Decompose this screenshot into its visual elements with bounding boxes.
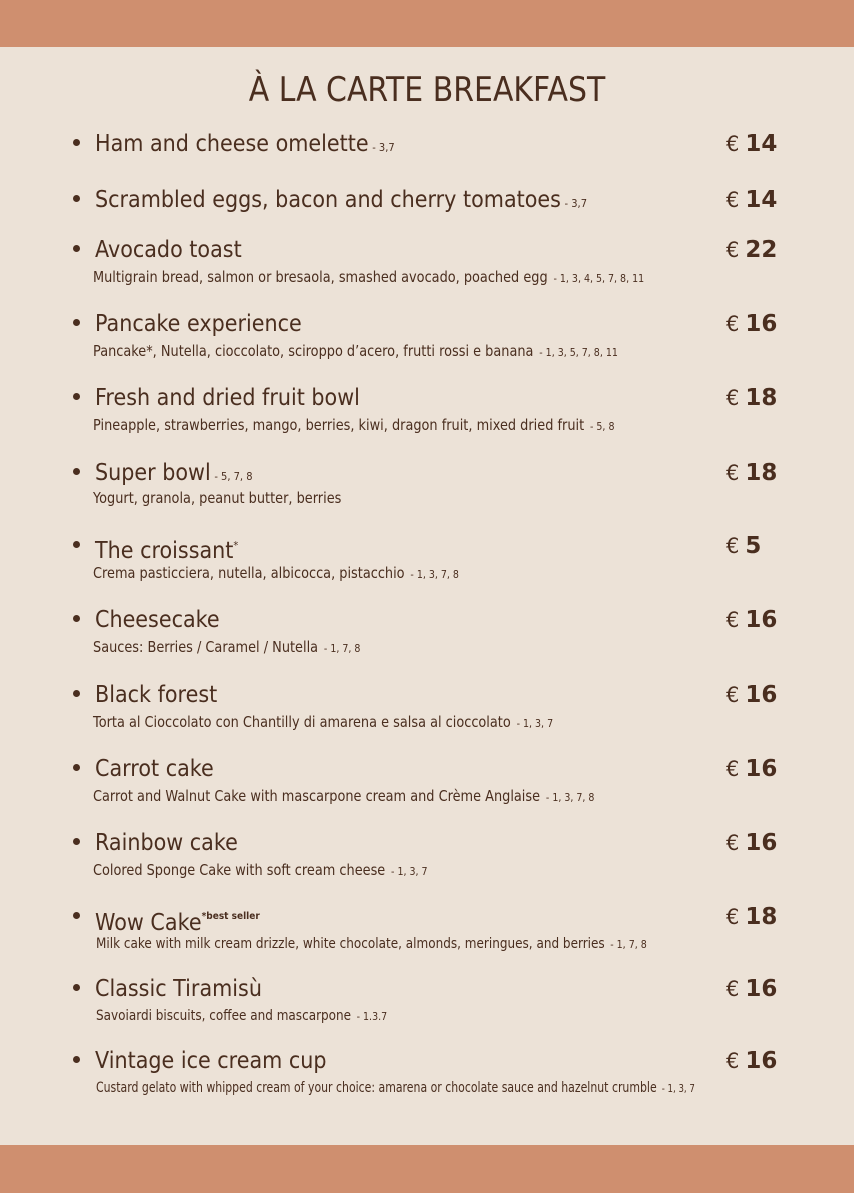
euro-icon: € bbox=[726, 386, 740, 410]
bullet-icon bbox=[73, 912, 80, 919]
item-allergens: - 1, 3, 7, 8 bbox=[545, 791, 595, 804]
item-allergens: - 1, 7, 8 bbox=[610, 938, 647, 951]
euro-icon: € bbox=[726, 132, 740, 156]
item-name: Carrot cake bbox=[95, 756, 214, 782]
item-name: Cheesecake bbox=[95, 607, 220, 633]
item-description: Crema pasticciera, nutella, albicocca, pistacchio - 1, 3, 7, 8 bbox=[93, 564, 459, 582]
item-name: Ham and cheese omelette - 3,7 bbox=[95, 131, 395, 157]
item-allergens: - 1, 3, 7 bbox=[516, 717, 554, 730]
euro-icon: € bbox=[726, 1049, 740, 1073]
euro-icon: € bbox=[726, 683, 740, 707]
euro-icon: € bbox=[726, 238, 740, 262]
euro-icon: € bbox=[726, 831, 740, 855]
item-description: Pineapple, strawberries, mango, berries, kiwi, dragon fruit, mixed dried fruit - 5, 8 bbox=[93, 416, 615, 434]
menu-item bbox=[73, 131, 783, 161]
item-price: € 18 bbox=[726, 385, 778, 411]
item-price: € 16 bbox=[726, 311, 778, 337]
item-description: Yogurt, granola, peanut butter, berries bbox=[93, 489, 342, 507]
item-name: Pancake experience bbox=[95, 311, 302, 337]
menu-item bbox=[73, 904, 783, 952]
euro-icon: € bbox=[726, 977, 740, 1001]
item-price: € 14 bbox=[726, 187, 778, 213]
item-name: Wow Cake$^{*best seller}$ bbox=[95, 910, 260, 936]
bullet-icon bbox=[73, 764, 80, 771]
menu-item bbox=[73, 607, 783, 656]
item-price: € 22 bbox=[726, 237, 778, 263]
euro-icon: € bbox=[726, 312, 740, 336]
menu-item bbox=[73, 756, 783, 805]
item-price: € 16 bbox=[726, 607, 778, 633]
item-description: Custard gelato with whipped cream of your choice: amarena or chocolate sauce and hazelnut crumble - 1, 3, 7 bbox=[96, 1080, 695, 1096]
menu-item bbox=[73, 830, 783, 879]
menu-item bbox=[73, 385, 783, 434]
item-allergens: - 1, 7, 8 bbox=[323, 642, 361, 655]
bullet-icon bbox=[73, 1056, 80, 1063]
item-price: € 16 bbox=[726, 976, 778, 1002]
bullet-icon bbox=[73, 984, 80, 991]
item-allergens: - 3,7 bbox=[564, 197, 588, 210]
item-allergens: - 3,7 bbox=[372, 141, 395, 154]
item-price: € 18 bbox=[726, 460, 778, 486]
page-title: À LA CARTE BREAKFAST bbox=[248, 70, 606, 110]
item-allergens: - 1, 3, 4, 5, 7, 8, 11 bbox=[553, 272, 645, 285]
menu-item bbox=[73, 682, 783, 731]
item-price: € 14 bbox=[726, 131, 778, 157]
item-description: Sauces: Berries / Caramel / Nutella - 1, 7, 8 bbox=[93, 638, 361, 656]
item-price: € 16 bbox=[726, 1048, 778, 1074]
bullet-icon bbox=[73, 838, 80, 845]
item-description: Multigrain bread, salmon or bresaola, smashed avocado, poached egg - 1, 3, 4, 5, 7, 8, 11 bbox=[93, 268, 645, 286]
item-price: € 18 bbox=[726, 904, 778, 930]
bullet-icon bbox=[73, 615, 80, 622]
bottom-color-band bbox=[0, 1145, 854, 1193]
bullet-icon bbox=[73, 245, 80, 252]
best-seller-badge: *best seller bbox=[201, 911, 260, 922]
item-description: Colored Sponge Cake with soft cream cheese - 1, 3, 7 bbox=[93, 861, 428, 879]
item-name: Avocado toast bbox=[95, 237, 242, 263]
item-name: Black forest bbox=[95, 682, 218, 708]
bullet-icon bbox=[73, 468, 80, 475]
item-name: Classic Tiramisù bbox=[95, 976, 262, 1002]
top-color-band bbox=[0, 0, 854, 47]
item-price: € 16 bbox=[726, 756, 778, 782]
euro-icon: € bbox=[726, 188, 740, 212]
item-name: The croissant* bbox=[95, 538, 239, 564]
euro-icon: € bbox=[726, 757, 740, 781]
item-allergens: - 1, 3, 7, 8 bbox=[410, 568, 459, 581]
item-allergens: - 5, 8 bbox=[589, 420, 615, 433]
euro-icon: € bbox=[726, 905, 740, 929]
menu-item bbox=[73, 311, 783, 360]
item-price: € 16 bbox=[726, 830, 778, 856]
item-allergens: - 1, 3, 5, 7, 8, 11 bbox=[539, 346, 618, 359]
item-price: € 16 bbox=[726, 682, 778, 708]
menu-item bbox=[73, 187, 783, 217]
item-description: Milk cake with milk cream drizzle, white chocolate, almonds, meringues, and berries - 1, 7, 8 bbox=[96, 936, 647, 952]
item-description: Torta al Cioccolato con Chantilly di amarena e salsa al cioccolato - 1, 3, 7 bbox=[93, 713, 554, 731]
item-name: Fresh and dried fruit bowl bbox=[95, 385, 360, 411]
menu-item bbox=[73, 533, 783, 582]
item-description: Carrot and Walnut Cake with mascarpone cream and Crème Anglaise - 1, 3, 7, 8 bbox=[93, 787, 595, 805]
item-allergens: - 5, 7, 8 bbox=[214, 470, 253, 483]
euro-icon: € bbox=[726, 608, 740, 632]
item-name: Scrambled eggs, bacon and cherry tomatoes - 3,7 bbox=[95, 187, 588, 213]
item-name: Rainbow cake bbox=[95, 830, 238, 856]
item-allergens: - 1, 3, 7 bbox=[661, 1082, 695, 1095]
bullet-icon bbox=[73, 139, 80, 146]
bullet-icon bbox=[73, 393, 80, 400]
bullet-icon bbox=[73, 541, 80, 548]
item-allergens: - 1.3.7 bbox=[356, 1010, 388, 1023]
item-price: € 5 bbox=[726, 533, 762, 559]
item-allergens: - 1, 3, 7 bbox=[391, 865, 428, 878]
bullet-icon bbox=[73, 195, 80, 202]
euro-icon: € bbox=[726, 461, 740, 485]
menu-item bbox=[73, 976, 783, 1024]
bullet-icon bbox=[73, 319, 80, 326]
item-name: Vintage ice cream cup bbox=[95, 1048, 327, 1074]
bullet-icon bbox=[73, 690, 80, 697]
menu-item bbox=[73, 237, 783, 286]
euro-icon: € bbox=[726, 534, 740, 558]
asterisk-mark: * bbox=[233, 539, 239, 552]
item-name: Super bowl - 5, 7, 8 bbox=[95, 460, 253, 486]
item-description: Savoiardi biscuits, coffee and mascarpone - 1.3.7 bbox=[96, 1008, 388, 1024]
item-description: Pancake*, Nutella, cioccolato, sciroppo d’acero, frutti rossi e banana - 1, 3, 5, 7, 8, 11 bbox=[93, 342, 618, 360]
menu-item bbox=[73, 460, 783, 507]
menu-item bbox=[73, 1048, 783, 1096]
